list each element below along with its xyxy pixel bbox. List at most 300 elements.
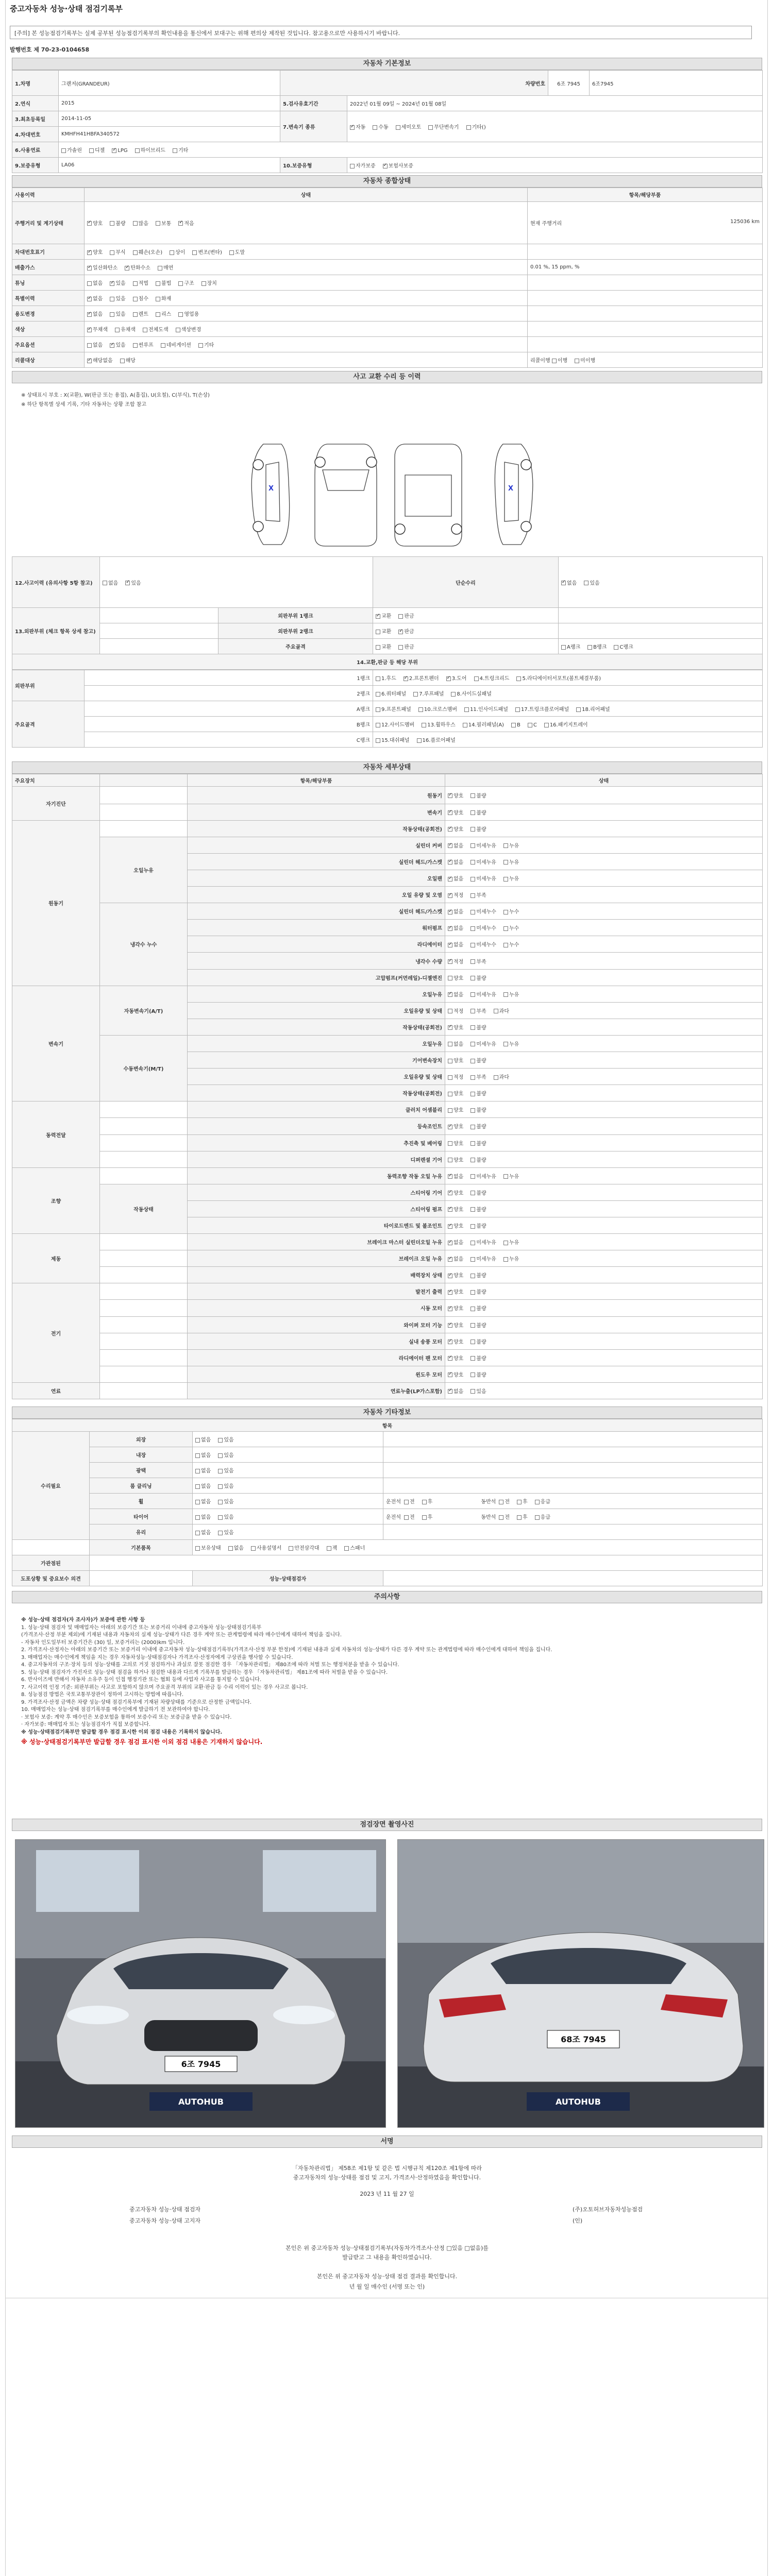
checkbox-option[interactable] <box>448 791 463 799</box>
device-state <box>445 903 763 920</box>
sign-line: 중고자동차의 성능·상태를 점검 및 고지, 가격조사·산정하였음을 확인합니다. <box>293 2174 481 2181</box>
checkbox-icon <box>474 676 479 681</box>
checkbox-option[interactable] <box>470 891 486 899</box>
checkbox-option[interactable] <box>470 1321 486 1329</box>
checkbox-option[interactable] <box>195 1497 211 1505</box>
checkbox-option[interactable] <box>528 722 537 728</box>
checkbox-option[interactable] <box>448 841 463 849</box>
checkbox-option[interactable] <box>561 642 580 650</box>
checkbox-option[interactable] <box>470 1073 486 1080</box>
checkbox-option[interactable] <box>448 1337 463 1345</box>
checkbox-option[interactable] <box>448 907 463 915</box>
checkbox-option[interactable] <box>499 1497 510 1505</box>
detail-row <box>12 1349 763 1366</box>
checkbox-label: 판금 <box>404 645 414 650</box>
checkbox-option[interactable] <box>448 990 463 998</box>
checkbox-option[interactable] <box>156 279 171 286</box>
parts-options <box>373 701 763 717</box>
checkbox-option[interactable] <box>344 1544 365 1551</box>
checkbox-option[interactable] <box>229 248 245 256</box>
checkbox-option[interactable] <box>327 1544 338 1551</box>
checkbox-option[interactable] <box>470 924 496 931</box>
device-state <box>445 953 763 969</box>
checkbox-option[interactable] <box>448 924 463 931</box>
checkbox-option[interactable] <box>448 874 463 882</box>
checkbox-label: 9.프론트패널 <box>381 707 411 713</box>
checkbox-option[interactable] <box>448 1370 463 1378</box>
checkbox-option[interactable] <box>218 1497 233 1505</box>
checkbox-option[interactable] <box>156 310 171 317</box>
checkbox-option[interactable] <box>398 612 414 619</box>
checkbox-option[interactable] <box>503 841 519 849</box>
checkbox-label: 미세누유 <box>476 992 496 998</box>
checkbox-option[interactable] <box>517 1513 528 1520</box>
checkbox-label: 미세누수 <box>476 926 496 932</box>
checkbox-option[interactable] <box>133 294 148 302</box>
checkbox-option[interactable] <box>396 123 422 130</box>
checkbox-option[interactable] <box>516 674 601 682</box>
checkbox-option[interactable] <box>110 248 125 256</box>
checkbox-option[interactable] <box>470 974 486 981</box>
checkbox-option[interactable] <box>198 341 214 348</box>
checkbox-option[interactable] <box>470 1255 496 1262</box>
checkbox-option[interactable] <box>448 891 463 899</box>
checkbox-label: 있음 <box>476 1388 486 1395</box>
checkbox-option[interactable] <box>470 907 496 915</box>
row-label: 9.보증유형 <box>12 158 59 173</box>
checkbox-option[interactable] <box>448 1189 463 1196</box>
checkbox-label: 가솔린 <box>67 148 82 154</box>
checkbox-icon <box>470 992 475 997</box>
checkbox-option[interactable] <box>376 736 410 743</box>
checkbox-option[interactable] <box>451 689 492 697</box>
damage-mark-x: X <box>508 485 514 493</box>
checkbox-option[interactable] <box>584 579 599 586</box>
checkbox-option[interactable] <box>178 219 194 227</box>
checkbox-option[interactable] <box>170 248 185 256</box>
checkbox-option[interactable] <box>448 1007 463 1014</box>
device-state <box>445 1069 763 1085</box>
checkbox-option[interactable] <box>515 705 569 713</box>
checkbox-option[interactable] <box>448 1238 463 1246</box>
checkbox-label: 색상변경 <box>181 327 201 333</box>
checkbox-label: 양호 <box>453 1058 464 1064</box>
wheel-marker <box>315 457 325 467</box>
checkbox-option[interactable] <box>135 146 165 154</box>
checkbox-option[interactable] <box>511 722 520 728</box>
checkbox-option[interactable] <box>448 1354 463 1362</box>
checkbox-option[interactable] <box>398 627 414 635</box>
overall-table <box>12 188 763 368</box>
checkbox-option[interactable] <box>470 1238 496 1246</box>
checkbox-option[interactable] <box>470 791 486 799</box>
checkbox-option[interactable] <box>448 858 463 866</box>
checkbox-option[interactable] <box>383 161 413 169</box>
checkbox-option[interactable] <box>110 279 125 286</box>
checkbox-icon <box>470 877 475 882</box>
checkbox-option[interactable] <box>470 1156 486 1163</box>
checkbox-label: 누유 <box>509 876 519 883</box>
sign-line: 발급받고 그 내용을 확인하였습니다. <box>342 2254 432 2261</box>
checkbox-option[interactable] <box>350 123 365 130</box>
checkbox-option[interactable] <box>503 1238 519 1246</box>
checkbox-option[interactable] <box>448 1056 463 1064</box>
checkbox-option[interactable] <box>463 720 504 728</box>
position-label: 동반석 <box>481 1515 496 1520</box>
checkbox-option[interactable] <box>376 720 414 728</box>
checkbox-option[interactable] <box>448 1287 463 1295</box>
checkbox-icon <box>89 148 94 153</box>
checkbox-option[interactable] <box>448 1122 463 1130</box>
checkbox-option[interactable] <box>448 940 463 948</box>
car-year: 2015 <box>59 96 280 111</box>
checkbox-label: 불량 <box>476 1323 486 1329</box>
checkbox-option[interactable] <box>474 674 510 682</box>
checkbox-option[interactable] <box>470 1337 486 1345</box>
checkbox-option[interactable] <box>470 841 496 849</box>
checkbox-option[interactable] <box>87 279 103 286</box>
checkbox-option[interactable] <box>87 263 117 271</box>
checkbox-option[interactable] <box>470 1271 486 1279</box>
spacer <box>100 1118 188 1134</box>
checkbox-option[interactable] <box>422 1513 433 1520</box>
checkbox-option[interactable] <box>195 1466 211 1474</box>
checkbox-option[interactable] <box>448 1089 463 1097</box>
checkbox-option[interactable] <box>470 1023 486 1031</box>
checkbox-label: 많음 <box>138 221 148 227</box>
checkbox-option[interactable] <box>535 1513 550 1520</box>
checkbox-option[interactable] <box>218 1466 233 1474</box>
checkbox-option[interactable] <box>125 579 141 586</box>
checkbox-option[interactable] <box>228 1544 244 1551</box>
checkbox-label: 화재 <box>161 296 172 302</box>
checkbox-option[interactable] <box>448 825 463 833</box>
checkbox-option[interactable] <box>87 356 113 364</box>
checkbox-icon <box>61 148 66 153</box>
checkbox-option[interactable] <box>470 940 496 948</box>
checkbox-label: 누수 <box>509 909 519 916</box>
checkbox-icon <box>344 1546 349 1551</box>
spacer <box>100 1267 188 1283</box>
checkbox-option[interactable] <box>448 1073 463 1080</box>
checkbox-label: 미세누유 <box>476 859 496 866</box>
checkbox-option[interactable] <box>503 1172 519 1180</box>
checkbox-option[interactable] <box>120 356 136 364</box>
checkbox-option[interactable] <box>103 579 118 586</box>
device-state <box>445 1035 763 1052</box>
section-basic-info-title: 자동차 기본정보 <box>12 58 762 70</box>
checkbox-option[interactable] <box>195 1482 211 1489</box>
checkbox-option[interactable] <box>87 219 103 227</box>
checkbox-option[interactable] <box>373 123 388 130</box>
checkbox-option[interactable] <box>448 1172 463 1180</box>
checkbox-option[interactable] <box>561 579 577 586</box>
rank-label: 외판부위 1랭크 <box>219 608 373 623</box>
checkbox-option[interactable] <box>535 1497 550 1505</box>
checkbox-option[interactable] <box>87 294 103 302</box>
checkbox-option[interactable] <box>448 1255 463 1262</box>
checkbox-option[interactable] <box>428 123 459 130</box>
checkbox-option[interactable] <box>195 1435 211 1443</box>
checkbox-option[interactable] <box>470 1222 486 1229</box>
checkbox-option[interactable] <box>404 1513 415 1520</box>
checkbox-option[interactable] <box>464 705 508 713</box>
checkbox-option[interactable] <box>112 148 127 154</box>
checkbox-option[interactable] <box>156 294 171 302</box>
checkbox-option[interactable] <box>133 219 148 227</box>
checkbox-option[interactable] <box>192 248 222 256</box>
checkbox-option[interactable] <box>195 1544 221 1551</box>
checkbox-option[interactable] <box>218 1451 233 1459</box>
checkbox-option[interactable] <box>470 1040 496 1047</box>
checkbox-option[interactable] <box>195 1528 211 1536</box>
checkbox-option[interactable] <box>173 146 188 154</box>
checkbox-option[interactable] <box>494 1007 509 1014</box>
checkbox-icon <box>448 793 452 798</box>
checkbox-option[interactable] <box>470 1172 496 1180</box>
checkbox-option[interactable] <box>218 1513 233 1520</box>
checkbox-option[interactable] <box>448 1139 463 1147</box>
checkbox-option[interactable] <box>350 161 376 169</box>
checkbox-option[interactable] <box>422 1497 433 1505</box>
checkbox-option[interactable] <box>89 146 105 154</box>
checkbox-icon <box>470 793 475 798</box>
other-item: 기본품목 <box>90 1540 193 1555</box>
checkbox-option[interactable] <box>413 689 444 697</box>
checkbox-option[interactable] <box>470 808 486 816</box>
checkbox-option[interactable] <box>398 642 414 650</box>
checkbox-option[interactable] <box>218 1435 233 1443</box>
checkbox-icon <box>110 312 114 317</box>
checkbox-option[interactable] <box>61 146 82 154</box>
checkbox-option[interactable] <box>376 642 391 650</box>
checkbox-option[interactable] <box>448 1205 463 1213</box>
parts-title: 14.교환,판금 등 해당 부위 <box>12 654 763 670</box>
checkbox-option[interactable] <box>422 720 456 728</box>
device-state <box>445 1300 763 1316</box>
device-state <box>445 1267 763 1283</box>
checkbox-option[interactable] <box>552 356 567 364</box>
checkbox-icon <box>503 1174 508 1179</box>
device-item: 라디에이터 팬 모터 <box>188 1349 445 1366</box>
checkbox-option[interactable] <box>448 1106 463 1113</box>
checkbox-option[interactable] <box>470 1007 486 1014</box>
checkbox-icon <box>376 645 380 650</box>
checkbox-icon <box>448 893 452 898</box>
checkbox-option[interactable] <box>143 325 169 333</box>
checkbox-option[interactable] <box>494 1073 509 1080</box>
checkbox-option[interactable] <box>503 1255 519 1262</box>
checkbox-option[interactable] <box>404 674 439 682</box>
checkbox-option[interactable] <box>376 705 411 713</box>
checkbox-icon <box>470 1042 475 1046</box>
checkbox-option[interactable] <box>614 642 633 650</box>
checkbox-option[interactable] <box>470 1106 486 1113</box>
checkbox-option[interactable] <box>110 294 125 302</box>
checkbox-option[interactable] <box>218 1528 233 1536</box>
checkbox-icon <box>614 645 618 650</box>
checkbox-label: 없음 <box>453 1174 464 1180</box>
checkbox-option[interactable] <box>376 689 406 697</box>
checkbox-option[interactable] <box>470 990 496 998</box>
checkbox-option[interactable] <box>470 1354 486 1362</box>
checkbox-icon <box>448 1158 452 1162</box>
checkbox-label: 침수 <box>138 296 148 302</box>
checkbox-option[interactable] <box>470 825 486 833</box>
checkbox-option[interactable] <box>470 1387 486 1395</box>
checkbox-option[interactable] <box>110 310 125 317</box>
checkbox-option[interactable] <box>251 1544 281 1551</box>
checkbox-label: 있음 <box>224 1453 234 1459</box>
checkbox-option[interactable] <box>470 1287 486 1295</box>
checkbox-option[interactable] <box>156 219 171 227</box>
checkbox-option[interactable] <box>470 1122 486 1130</box>
checkbox-label: 양호 <box>453 793 464 799</box>
checkbox-option[interactable] <box>376 627 391 635</box>
checkbox-option[interactable] <box>218 1482 233 1489</box>
checkbox-icon <box>515 707 520 712</box>
checkbox-option[interactable] <box>517 1497 528 1505</box>
checkbox-icon <box>584 581 589 585</box>
checkbox-option[interactable] <box>133 279 148 286</box>
checkbox-option[interactable] <box>178 279 194 286</box>
checkbox-option[interactable] <box>470 858 496 866</box>
checkbox-option[interactable] <box>448 957 463 965</box>
wheel-marker <box>451 524 462 534</box>
checkbox-label: 응급 <box>540 1499 550 1505</box>
checkbox-icon <box>448 1241 452 1245</box>
checkbox-option[interactable] <box>87 310 103 317</box>
checkbox-option[interactable] <box>448 1304 463 1312</box>
checkbox-option[interactable] <box>195 1513 211 1520</box>
checkbox-option[interactable] <box>133 310 148 317</box>
checkbox-icon <box>448 1323 452 1328</box>
checkbox-option[interactable] <box>87 341 103 348</box>
spacer <box>100 787 188 804</box>
checkbox-option[interactable] <box>587 642 607 650</box>
checkbox-option[interactable] <box>448 1023 463 1031</box>
checkbox-option[interactable] <box>158 263 173 271</box>
checkbox-option[interactable] <box>448 1156 463 1163</box>
checkbox-option[interactable] <box>446 674 467 682</box>
checkbox-label: 유채색 <box>120 327 136 333</box>
device-state <box>445 887 763 903</box>
checkbox-option[interactable] <box>87 325 108 333</box>
checkbox-label: 불량 <box>476 1339 486 1345</box>
checkbox-label: 도말 <box>234 250 245 256</box>
device-state <box>445 986 763 1002</box>
checkbox-option[interactable] <box>470 1304 486 1312</box>
checkbox-option[interactable] <box>161 341 191 348</box>
checkbox-option[interactable] <box>470 1189 486 1196</box>
checkbox-option[interactable] <box>470 1139 486 1147</box>
checkbox-option[interactable] <box>576 705 610 713</box>
checkbox-label: 없음 <box>108 580 119 586</box>
checkbox-label: 없음 <box>453 926 464 932</box>
checkbox-icon <box>110 343 114 348</box>
checkbox-option[interactable] <box>503 858 519 866</box>
checkbox-option[interactable] <box>201 279 217 286</box>
checkbox-option[interactable] <box>178 310 199 317</box>
checkbox-option[interactable] <box>503 874 519 882</box>
checkbox-option[interactable] <box>110 219 125 227</box>
device-item: 작동상태(공회전) <box>188 820 445 837</box>
checkbox-option[interactable] <box>466 123 486 130</box>
checkbox-icon <box>422 1500 427 1504</box>
checkbox-option[interactable] <box>470 874 496 882</box>
checkbox-icon <box>448 1372 452 1377</box>
checkbox-option[interactable] <box>503 940 519 948</box>
checkbox-option[interactable] <box>470 1370 486 1378</box>
checkbox-option[interactable] <box>110 341 125 348</box>
item-label: 특별이력 <box>12 291 85 306</box>
basic-info-table <box>12 70 763 173</box>
item-extra <box>528 321 763 337</box>
checkbox-option[interactable] <box>448 974 463 981</box>
checkbox-option[interactable] <box>499 1513 510 1520</box>
checkbox-icon <box>218 1500 223 1504</box>
checkbox-option[interactable] <box>448 1321 463 1329</box>
checkbox-option[interactable] <box>289 1544 319 1551</box>
parts-options <box>373 686 763 701</box>
brand-text: AUTOHUB <box>178 2097 224 2107</box>
device-item: 냉각수 수량 <box>188 953 445 969</box>
checkbox-option[interactable] <box>470 1089 486 1097</box>
checkbox-option[interactable] <box>125 263 150 271</box>
checkbox-option[interactable] <box>87 248 103 256</box>
checkbox-option[interactable] <box>575 356 595 364</box>
checkbox-option[interactable] <box>503 924 519 931</box>
checkbox-option[interactable] <box>376 612 391 619</box>
checkbox-icon <box>156 297 160 301</box>
checkbox-option[interactable] <box>503 1040 519 1047</box>
checkbox-option[interactable] <box>448 1040 463 1047</box>
checkbox-option[interactable] <box>195 1451 211 1459</box>
checkbox-option[interactable] <box>503 990 519 998</box>
spacer <box>100 1366 188 1382</box>
checkbox-icon <box>448 910 452 914</box>
checkbox-option[interactable] <box>544 720 588 728</box>
checkbox-label: 탄화수소 <box>130 265 150 271</box>
checkbox-option[interactable] <box>503 907 519 915</box>
col-header: 주요장치 <box>12 774 100 787</box>
checkbox-option[interactable] <box>418 705 457 713</box>
extra-label: 현재 주행거리 <box>530 221 562 227</box>
checkbox-option[interactable] <box>176 325 201 333</box>
checkbox-option[interactable] <box>448 1387 463 1395</box>
checkbox-option[interactable] <box>448 808 463 816</box>
checkbox-option[interactable] <box>115 325 136 333</box>
spacer <box>100 1283 188 1300</box>
checkbox-label: 10.크로스멤버 <box>424 707 458 713</box>
checkbox-option[interactable] <box>133 341 154 348</box>
checkbox-option[interactable] <box>376 674 396 682</box>
checkbox-option[interactable] <box>470 1205 486 1213</box>
inspection-photo-rear <box>397 1839 764 2128</box>
checkbox-option[interactable] <box>133 248 162 256</box>
section-accident-title: 사고 교환 수리 등 이력 <box>12 371 762 383</box>
checkbox-option[interactable] <box>470 1056 486 1064</box>
checkbox-option[interactable] <box>470 957 486 965</box>
other-item: 타이어 <box>90 1509 193 1524</box>
checkbox-option[interactable] <box>417 736 456 743</box>
checkbox-option[interactable] <box>448 1271 463 1279</box>
checkbox-option[interactable] <box>404 1497 415 1505</box>
checkbox-option[interactable] <box>448 1222 463 1229</box>
checkbox-label: 미세누유 <box>476 1257 496 1263</box>
detail-row <box>12 1101 763 1118</box>
device-item: 오일누유 <box>188 986 445 1002</box>
